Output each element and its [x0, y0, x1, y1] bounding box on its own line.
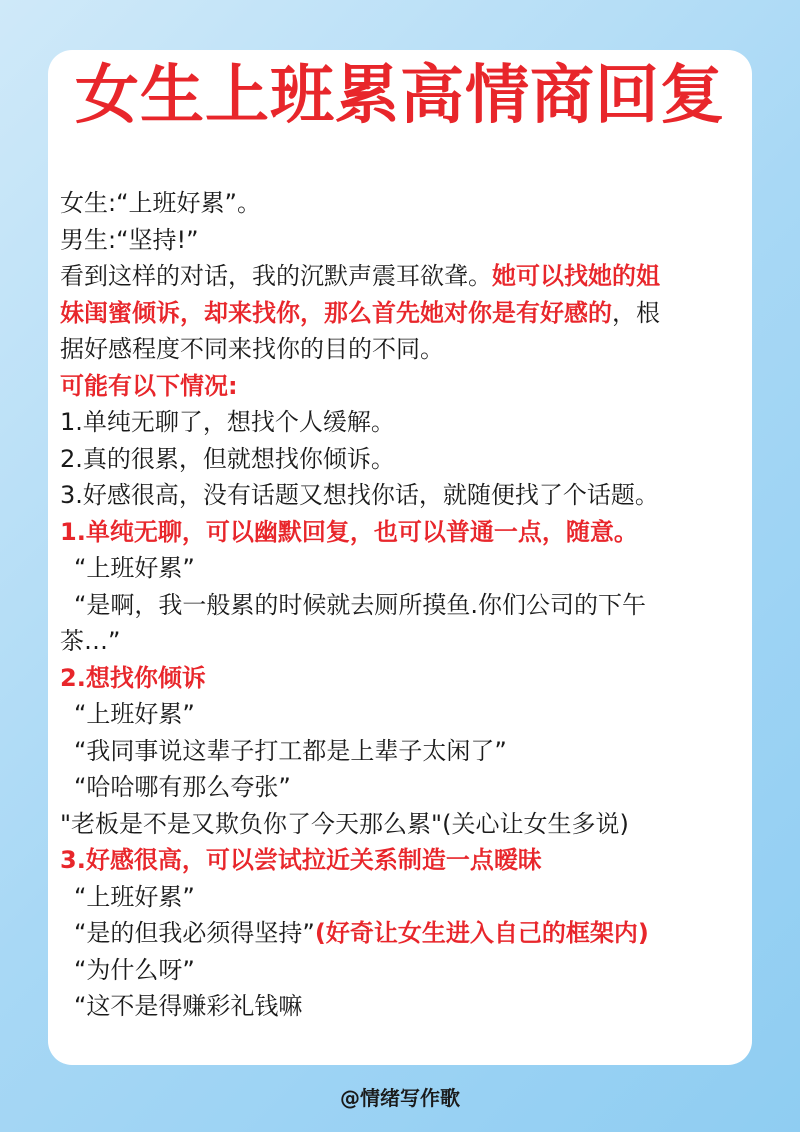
dialog-line: “上班好累” — [74, 882, 195, 911]
highlight-text: 妹闺蜜倾诉，却来找你，那么首先她对你是有好感的 — [60, 298, 612, 327]
text-line: 女生:“上班好累”。 — [60, 189, 261, 217]
dialog-line: “是啊，我一般累的时候就去厕所摸鱼.你们公司的下午 — [74, 590, 647, 619]
author-signature: @情绪写作歌 — [340, 1086, 460, 1110]
text-line: 男生:“坚持!” — [60, 225, 199, 254]
dialog-line: “上班好累” — [74, 700, 195, 728]
section-heading: 1.单纯无聊，可以幽默回复，也可以普通一点，随意。 — [60, 517, 638, 546]
article-body — [60, 185, 750, 1025]
dialog-line: “这不是得赚彩礼钱嘛 — [74, 992, 303, 1020]
dialog-line: “上班好累” — [74, 554, 195, 582]
dialog-line: "老板是不是又欺负你了今天那么累"(关心让女生多说) — [60, 809, 629, 838]
text-segment: “是的但我必须得坚持” — [74, 919, 315, 947]
list-item: 3.好感很高，没有话题又想找你话，就随便找了个话题。 — [60, 481, 659, 509]
dialog-line: 茶…” — [60, 627, 121, 655]
section-heading: 可能有以下情况: — [60, 371, 238, 400]
list-item: 2.真的很累，但就想找你倾诉。 — [60, 444, 395, 473]
highlight-text: 她可以找她的姐 — [492, 262, 660, 290]
text-segment: ，根 — [612, 298, 660, 327]
text-line: 据好感程度不同来找你的目的不同。 — [60, 335, 444, 363]
section-heading: 2.想找你倾诉 — [60, 663, 206, 692]
section-heading: 3.好感很高，可以尝试拉近关系制造一点暧昧 — [60, 846, 542, 874]
highlight-text: (好奇让女生进入自己的框架内) — [314, 919, 649, 947]
dialog-line: “我同事说这辈子打工都是上辈子太闲了” — [74, 736, 507, 765]
dialog-line — [60, 915, 750, 952]
dialog-line: “为什么呀” — [74, 955, 195, 984]
list-item: 1.单纯无聊了，想找个人缓解。 — [60, 408, 395, 436]
page-title: 女生上班累高情商回复 — [75, 59, 725, 133]
text-segment: 看到这样的对话，我的沉默声震耳欲聋。 — [60, 262, 492, 290]
text-line — [60, 295, 750, 332]
text-line — [60, 258, 750, 295]
dialog-line: “哈哈哪有那么夸张” — [74, 773, 291, 801]
